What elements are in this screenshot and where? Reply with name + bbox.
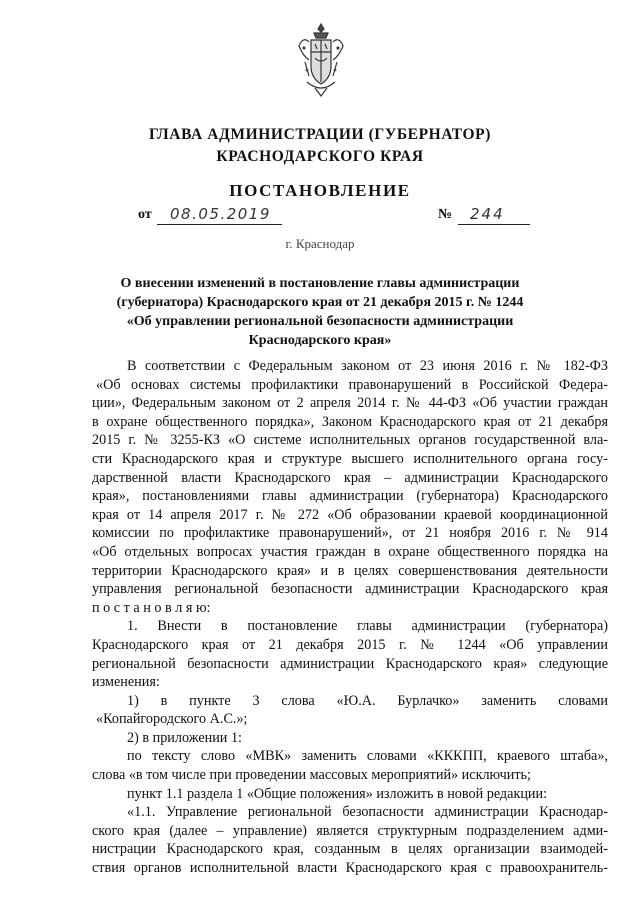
body-line: 2) в приложении 1:: [127, 729, 242, 746]
title-line: «Об управлении региональной безопасности администрации: [126, 314, 514, 329]
city: г. Краснодар: [285, 236, 355, 251]
body-line: территории Краснодарского края» и в целях совершенствования деятельности: [92, 562, 608, 579]
body-line: в охране общественного порядка», Законом Краснодарского края от 21 декабря: [92, 413, 608, 430]
title-line: (губернатора) Краснодарского края от 21 декабря 2015 г. № 1244: [116, 295, 524, 310]
body-line: региональной безопасности администрации Краснодарского края» следующие: [92, 655, 608, 672]
body-line: ствия органов исполнительной власти Краснодарского края с правоохранитель-: [92, 860, 608, 877]
document-date: 08.05.2019: [170, 205, 271, 223]
document-number: 244: [470, 205, 505, 223]
document-type: ПОСТАНОВЛЕНИЕ: [229, 181, 411, 200]
coat-of-arms-emblem: [297, 22, 345, 98]
title-line: Краснодарского края»: [248, 333, 392, 348]
body-line: 2015 г. № 3255-КЗ «О системе исполнительных органов государственной вла-: [92, 432, 608, 449]
body-line: изменения:: [92, 674, 160, 691]
body-line: ции», Федеральным законом от 2 апреля 2014 г. № 44-ФЗ «Об участии граждан: [92, 395, 608, 412]
issuer-line-1: ГЛАВА АДМИНИСТРАЦИИ (ГУБЕРНАТОР): [149, 126, 491, 143]
body-line: дарственной власти Краснодарского края – администрации Краснодарского: [92, 469, 608, 486]
date-underline: [157, 224, 282, 225]
document-title: [90, 274, 550, 350]
body-line: «Копайгородского А.С.»;: [96, 711, 248, 728]
body-line: управления региональной безопасности администрации Краснодарского края: [92, 581, 608, 598]
number-label: №: [438, 207, 453, 222]
body-line: края», постановлениями главы администрации (губернатора) Краснодарского: [92, 488, 608, 505]
body-line: нистрации Краснодарского края, созданным в целях организации взаимодей-: [92, 841, 608, 858]
issuer-line-2: КРАСНОДАРСКОГО КРАЯ: [216, 148, 424, 165]
title-line: О внесении изменений в постановление главы администрации: [120, 276, 520, 291]
date-label: от: [138, 207, 152, 222]
body-line: Краснодарского края от 21 декабря 2015 г. № 1244 «Об управлении: [92, 636, 608, 653]
body-line-decree: п о с т а н о в л я ю:: [92, 599, 211, 616]
body-line: края от 14 апреля 2017 г. № 272 «Об образовании краевой координационной: [92, 506, 608, 523]
body-line: слова «в том числе при проведении массовых мероприятий» исключить;: [92, 767, 531, 784]
body-line: пункт 1.1 раздела 1 «Общие положения» изложить в новой редакции:: [127, 785, 548, 802]
body-line: 1. Внести в постановление главы администрации (губернатора): [127, 618, 608, 635]
body-line: «Об отдельных вопросах участия граждан в охране общественного порядка на: [92, 543, 608, 560]
body-line: В соответствии с Федеральным законом от 23 июня 2016 г. № 182-ФЗ: [127, 358, 608, 374]
body-line: 1) в пункте 3 слова «Ю.А. Бурлачко» заменить словами: [127, 692, 608, 709]
document-body: [92, 357, 608, 878]
body-line: комиссии по профилактике правонарушений», от 21 ноября 2016 г. № 914: [92, 525, 608, 542]
body-line: ского края (далее – управление) является структурным подразделением адми-: [92, 822, 608, 839]
number-underline: [458, 224, 530, 225]
body-line: сти Краснодарского края и структуре высшего исполнительного органа госу-: [92, 450, 608, 467]
body-line: по тексту слово «МВК» заменить словами «КККПП, краевого штаба»,: [127, 748, 608, 765]
body-line: «1.1. Управление региональной безопасности администрации Краснодар-: [127, 804, 608, 821]
body-line: «Об основах системы профилактики правонарушений в Российской Федера-: [96, 376, 608, 393]
